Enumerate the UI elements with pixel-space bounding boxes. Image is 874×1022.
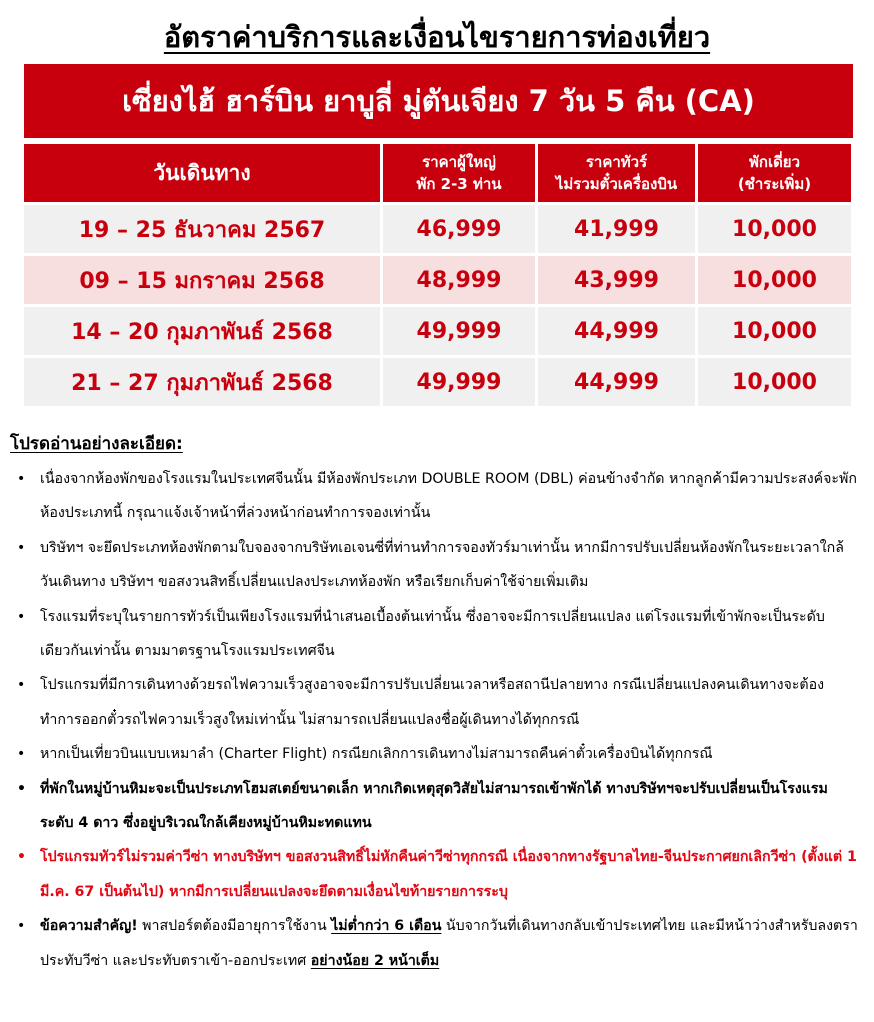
row-travel-date: 21 – 27 กุมภาพันธ์ 2568 [24,358,380,406]
row-adult-price: 49,999 [383,307,535,355]
table-row [24,358,851,406]
bullet-icon: • [17,608,26,625]
list-item [0,737,874,771]
header-travel-date [24,144,380,202]
header-noflight-price-line2: ไม่รวมตั๋วเครื่องบิน [555,175,678,193]
header-adult-price [383,144,535,202]
row-adult-price: 48,999 [383,256,535,304]
row-adult-price: 46,999 [383,205,535,253]
row-single-supplement: 10,000 [698,205,851,253]
row-travel-date: 14 – 20 กุมภาพันธ์ 2568 [24,307,380,355]
notes-heading: โปรดอ่านอย่างละเอียด: [10,434,183,454]
note-text: บริษัทฯ จะยึดประเภทห้องพักตามใบจองจากบริษัทเอเจนซี่ที่ท่านทำการจองทัวร์มาเท่านั้น หากมีการปรับเปลี่ยนห้องพักในระยะเวลาใกล้วันเดินทาง บริษัทฯ ขอสงวนสิทธิ์เปลี่ยนแปลงประเภทห้องพัก หรือเรียกเก็บค่าใช้จ่ายเพิ่มเติม [40,539,844,591]
list-item [0,531,874,600]
bullet-icon: • [17,918,26,935]
price-table [21,141,854,409]
list-item [0,840,874,909]
header-travel-date-label: วันเดินทาง [153,161,251,185]
header-adult-price-line2: พัก 2-3 ท่าน [416,175,502,193]
bullet-icon: • [17,849,26,866]
header-noflight-price-line1: ราคาทัวร์ [585,153,648,171]
note-text: นับจากวันที่เดินทางกลับเข้าประเทศไทย และมีหน้าว่างสำหรับลงตราประทับวีซ่า และประทับตราเข้า-ออกประเทศ [40,918,858,969]
list-item [0,909,874,978]
bullet-icon: • [17,539,26,556]
note-text: โรงแรมที่ระบุในรายการทัวร์เป็นเพียงโรงแรมที่นำเสนอเบื้องต้นเท่านั้น ซึ่งอาจจะมีการเปลี่ยนแปลง แต่โรงแรมที่เข้าพักจะเป็นระดับเดียวกันเท่านั้น ตามมาตรฐานโรงแรมประเทศจีน [40,608,825,660]
note-text: หากเป็นเที่ยวบินแบบเหมาลำ (Charter Flight) กรณียกเลิกการเดินทางไม่สามารถคืนค่าตั๋วเครื่องบินได้ทุกกรณี [40,746,713,763]
list-item [0,462,874,531]
notes-list [0,462,874,978]
bullet-icon: • [17,677,26,694]
row-noflight-price: 44,999 [538,358,695,406]
list-item [0,600,874,669]
note-text: เนื่องจากห้องพักของโรงแรมในประเทศจีนนั้น มีห้องพักประเภท DOUBLE ROOM (DBL) ค่อนข้างจำกัด หากลูกค้ามีความประสงค์จะพักห้องประเภทนี้ กรุณาแจ้งเจ้าหน้าที่ล่วงหน้าก่อนทำการจองเท่านั้น [40,471,857,522]
row-noflight-price: 44,999 [538,307,695,355]
bullet-icon: • [17,471,26,487]
row-adult-price: 49,999 [383,358,535,406]
bullet-icon: • [17,780,26,797]
row-travel-date: 19 – 25 ธันวาคม 2567 [24,205,380,253]
list-item [0,772,874,841]
row-travel-date: 09 – 15 มกราคม 2568 [24,256,380,304]
note-text: โปรแกรมทัวร์ไม่รวมค่าวีซ่า ทางบริษัทฯ ขอสงวนสิทธิ์ไม่หักคืนค่าวีซ่าทุกกรณี เนื่องจากทางรัฐบาลไทย-จีนประกาศยกเลิกวีซ่า (ตั้งแต่ 1 มี.ค. 67 เป็นต้นไป) หากมีการเปลี่ยนแปลงจะยึดตามเงื่อนไขท้ายรายการระบุ [40,849,857,900]
row-noflight-price: 41,999 [538,205,695,253]
header-single-supplement-line2: (ชำระเพิ่ม) [737,175,812,193]
note-text: โปรแกรมที่มีการเดินทางด้วยรถไฟความเร็วสูงอาจจะมีการปรับเปลี่ยนเวลาหรือสถานีปลายทาง กรณีเปลี่ยนแปลงคนเดินทางจะต้องทำการออกตั๋วรถไฟความเร็วสูงใหม่เท่านั้น ไม่สามารถเปลี่ยนแปลงชื่อผู้เดินทางได้ทุกกรณี [40,677,825,728]
header-adult-price-line1: ราคาผู้ใหญ่ [422,153,496,171]
note-passport-validity: ไม่ต่ำกว่า 6 เดือน [331,918,442,935]
table-row [24,307,851,355]
table-row [24,256,851,304]
row-single-supplement: 10,000 [698,256,851,304]
tour-name-banner: เซี่ยงไฮ้ ฮาร์บิน ยาบูลี่ มู่ตันเจียง 7 วัน 5 คืน (CA) [24,64,853,138]
page-title: อัตราค่าบริการและเงื่อนไขรายการท่องเที่ยว [163,20,711,54]
header-single-supplement-line1: พักเดี่ยว [748,153,801,171]
row-noflight-price: 43,999 [538,256,695,304]
list-item [0,668,874,737]
header-single-supplement [698,144,851,202]
note-blank-pages: อย่างน้อย 2 หน้าเต็ม [310,952,440,969]
note-important-lead: ข้อความสำคัญ! [40,918,138,935]
header-noflight-price [538,144,695,202]
row-single-supplement: 10,000 [698,358,851,406]
note-text: ที่พักในหมู่บ้านหิมะจะเป็นประเภทโฮมสเตย์ขนาดเล็ก หากเกิดเหตุสุดวิสัยไม่สามารถเข้าพักได้ ทางบริษัทฯจะปรับเปลี่ยนเป็นโรงแรมระดับ 4 ดาว ซึ่งอยู่บริเวณใกล้เคียงหมู่บ้านหิมะทดแทน [40,780,828,832]
note-text: พาสปอร์ตต้องมีอายุการใช้งาน [137,918,332,935]
row-single-supplement: 10,000 [698,307,851,355]
table-row [24,205,851,253]
price-table-header-row [24,144,851,202]
bullet-icon: • [17,746,26,763]
